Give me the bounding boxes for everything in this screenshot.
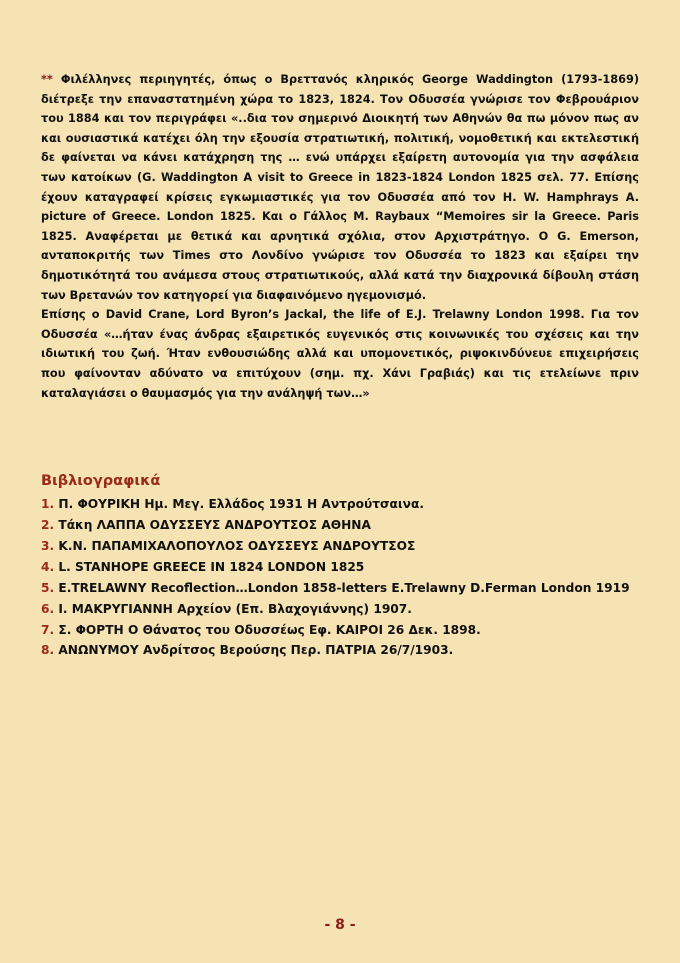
bibliography-item-text: Τάκη ΛΑΠΠΑ ΟΔΥΣΣΕΥΣ ΑΝΔΡΟΥΤΣΟΣ ΑΘΗΝΑ — [58, 518, 371, 532]
bibliography-item-text: Π. ΦΟΥΡΙΚΗ Ημ. Μεγ. Ελλάδος 1931 Η Αντρούτσαινα. — [58, 497, 424, 512]
bibliography-item-number: 3. — [41, 538, 55, 553]
bibliography-item-text: Κ.Ν. ΠΑΠΑΜΙΧΑΛΟΠΟΥΛΟΣ ΟΔΥΣΣΕΥΣ ΑΝΔΡΟΥΤΣΟΣ — [58, 538, 416, 553]
bibliography-item — [41, 578, 639, 599]
document-page — [41, 70, 639, 661]
page-number: - 8 - — [324, 917, 356, 933]
bibliography-item-text: ΑΝΩΝΥΜΟΥ Ανδρίτσος Βερούσης Περ. ΠΑΤΡΙΑ 26/7/1903. — [58, 643, 454, 658]
footnote-marker: ** — [41, 73, 53, 86]
bibliography-item-text: Ι. ΜΑΚΡΥΓΙΑΝΝΗ Αρχείον (Επ. Βλαχογιάννης) 1907. — [58, 601, 412, 616]
bibliography-item — [41, 599, 639, 620]
bibliography-section — [41, 471, 639, 661]
bibliography-item — [41, 640, 639, 661]
bibliography-item-text: E.TRELAWNY Recoflection…London 1858-letters E.Trelawny D.Ferman London 1919 — [58, 580, 630, 595]
bibliography-item-text: L. STANHOPE GREECE IN 1824 LONDON 1825 — [58, 559, 365, 574]
bibliography-item — [41, 536, 639, 557]
bibliography-item-number: 7. — [41, 622, 55, 637]
bibliography-item — [41, 557, 639, 578]
bibliography-item-number: 8. — [41, 643, 55, 658]
bibliography-item — [41, 494, 639, 515]
bibliography-item-number: 6. — [41, 601, 55, 616]
bibliography-item — [41, 620, 639, 641]
footnote-text-1: Φιλέλληνες περιηγητές, όπως ο Βρεττανός κληρικός George Waddington (1793-1869) διέτρεξε την επαναστατημένη χώρα το 1823, 1824. Τον Οδυσσέα γνώρισε τον Φεβρουάριον του 1884 και τον περιγράφει «..δια τον σημερινό Διοικητή των Αθηνών θα πω μόνον πως αν και ουσιαστικά κατέχει όλη την εξουσία στρατιωτική, πολιτική, νομοθετική και εκτελεστική δε φαίνεται να κάνει κατάχρηση της … ενώ υπάρχει εξαίρετη αυτονομία για την ασφάλεια των κατοίκων (G. Waddington A visit to Greece in 1823-1824 London 1825 σελ. 77. Επίσης έχουν καταγραφεί κρίσεις εγκωμιαστικές για τον Οδυσσέα από τον H. W. Hamphrays A. picture of Greece. London 1825. Και ο Γάλλος M. Raybaux “Memoires sir la Greece. Paris 1825. Αναφέρεται με θετικά και αρνητικά σχόλια, στον Αρχιστράτηγο. Ο G. Emerson, ανταποκριτής των Times στο Λονδίνο γνώρισε τον Οδυσσέα το 1823 και εξαίρει την δημοτικότητά του ανάμεσα στους στρατιωτικούς, αλλά κατά την διαχρονικά δίβουλη στάση των Βρετανών τον κατηγορεί για διαφαινόμενο ηγεμονισμό. — [41, 73, 639, 302]
bibliography-item — [41, 515, 639, 536]
footnote-paragraph-2: Επίσης ο David Crane, Lord Byron’s Jackal, the life of E.J. Trelawny London 1998. Για τον Οδυσσέα «…ήταν ένας άνδρας εξαιρετικός ευγενικός στις κοινωνικές του σχέσεις και την ιδιωτική του ζωή. Ήταν ενθουσιώδης αλλά και υπομονετικός, ριψοκινδύνευε επιχειρήσεις που φαίνονταν αδύνατο να επιτύχουν (σημ. πχ. Χάνι Γραβιάς) και τις ετελείωνε πριν καταλαγιάσει ο θαυμασμός για την ανάληψή των…» — [41, 308, 639, 400]
bibliography-item-number: 1. — [41, 497, 55, 512]
bibliography-item-number: 4. — [41, 559, 55, 574]
bibliography-list — [41, 494, 639, 661]
bibliography-item-number: 2. — [41, 518, 55, 532]
bibliography-item-number: 5. — [41, 580, 55, 595]
bibliography-title: Βιβλιογραφικά — [41, 473, 161, 490]
footnote-paragraph-1 — [41, 70, 639, 305]
bibliography-item-text: Σ. ΦΟΡΤΗ Ο Θάνατος του Οδυσσέως Εφ. ΚΑΙΡΟΙ 26 Δεκ. 1898. — [58, 622, 481, 637]
